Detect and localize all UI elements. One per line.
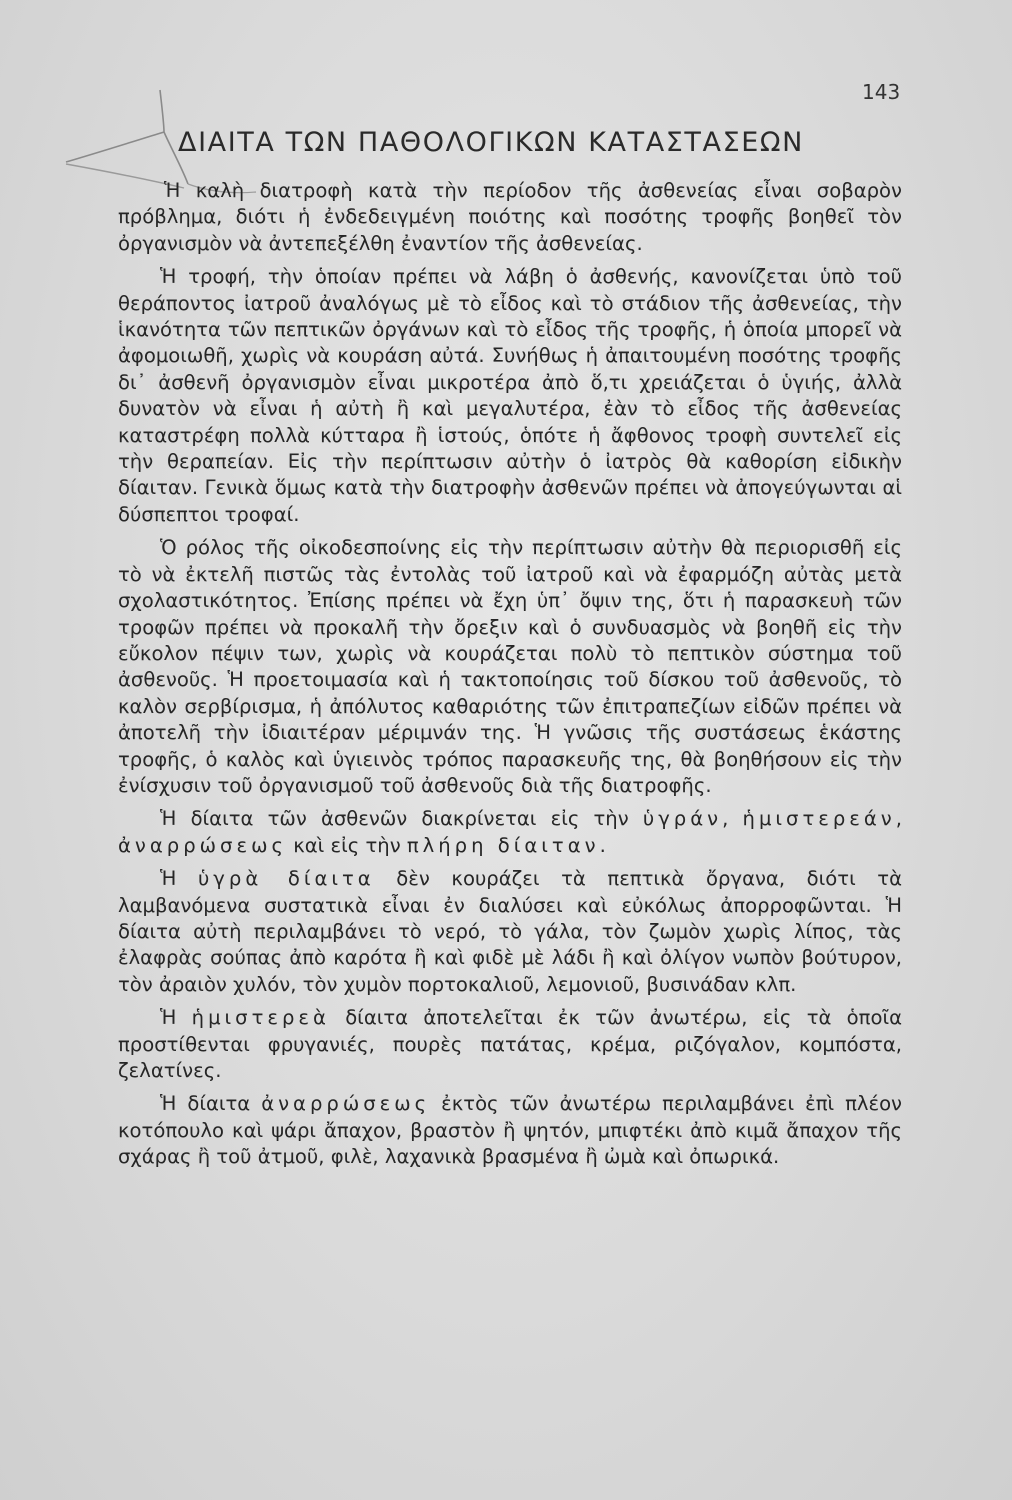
text-run: Ἡ [160,867,198,891]
paragraph-semisolid-diet [118,1005,902,1084]
chapter-title: ΔΙΑΙΤΑ ΤΩΝ ΠΑΘΟΛΟΓΙΚΩΝ ΚΑΤΑΣΤΑΣΕΩΝ [178,127,804,158]
term-semisolid: ἡμιστερεάν [742,807,896,831]
text-run: , [895,807,902,831]
text-run: δὲν κουράζει τὰ πεπτικὰ ὄργανα, διότι τὰ λαμβανόμενα συστατικὰ εἶναι ἐν διαλύσει καὶ εὐκόλως ἀπορροφῶνται. Ἡ δίαιτα αὐτὴ περιλαμβάνει τὸ νερό, τὸ γάλα, τὸν ζωμὸν χωρὶς λίπος, τὰς ἐλαφρὰς σούπας ἀπὸ καρότα ἢ καὶ φιδὲ μὲ λάδι ἢ καὶ ὀλίγον νωπὸν βούτυρον, τὸν ἀραιὸν χυλόν, τὸν χυμὸν πορτοκαλιοῦ, λεμονιοῦ, βυσινάδαν κλπ. [118,867,902,996]
text-run: καὶ εἰς τὴν [286,833,407,857]
body-text [118,178,902,1178]
text-run: δίαιτα ἀποτελεῖται ἐκ τῶν ἀνωτέρω, εἰς τὰ ὁποῖα προστίθενται φρυγανιές, πουρὲς πατάτας, κρέμα, ριζόγαλον, κομπόστα, ζελατίνες. [118,1006,903,1082]
paragraph-liquid-diet [118,866,902,998]
text-run: Ἡ [160,1006,192,1030]
text-run: Ἡ δίαιτα [160,1092,262,1116]
paragraph-housewife-role: Ὁ ρόλος τῆς οἰκοδεσποίνης εἰς τὴν περίπτωσιν αὐτὴν θὰ περιορισθῆ εἰς τὸ νὰ ἐκτελῆ πιστῶς τὰς ἐντολὰς τοῦ ἰατροῦ καὶ νὰ ἐφαρμόζη αὐτὰς μετὰ σχολαστικότητος. Ἐπίσης πρέπει νὰ ἔχη ὑπ᾽ ὄψιν της, ὅτι ἡ παρασκευὴ τῶν τροφῶν πρέπει νὰ προκαλῆ τὴν ὄρεξιν καὶ ὁ συνδυασμὸς νὰ βοηθῆ εἰς τὴν εὔκολον πέψιν των, χωρὶς νὰ κουράζεται πολὺ τὸ πεπτικὸν σύστημα τοῦ ἀσθενοῦς. Ἡ προετοιμασία καὶ ἡ τακτοποίησις τοῦ δίσκου τοῦ ἀσθενοῦς, τὸ καλὸν σερβίρισμα, ἡ ἀπόλυτος καθαριότης τῶν ἐπιτραπεζίων εἰδῶν πρέπει νὰ ἀποτελῆ τὴν ἰδιαιτέραν μέριμνάν της. Ἡ γνῶσις τῆς συστάσεως ἑκάστης τροφῆς, ὁ καλὸς καὶ ὑγιεινὸς τρόπος παρασκευῆς της, θὰ βοηθήσουν εἰς τὴν ἐνίσχυσιν τοῦ ὀργανισμοῦ τοῦ ἀσθενοῦς διὰ τῆς διατροφῆς. [118,536,902,797]
page-number: 143 [862,80,901,104]
paragraph-diet-types [118,806,902,859]
paragraph-convalescence-diet [118,1091,902,1170]
term-convalescence: ἀναρρώσεως [118,833,287,857]
term-full-diet: πλήρη δίαιταν [406,833,600,857]
text-run: . [599,833,606,857]
term-semisolid-diet: ἡμιστερεὰ [191,1006,330,1030]
paragraph-intro: Ἡ καλὴ διατροφὴ κατὰ τὴν περίοδον τῆς ἀσθενείας εἶναι σοβαρὸν πρόβλημα, διότι ἡ ἐνδεδειγμένη ποιότης καὶ ποσότης τροφῆς βοηθεῖ τὸν ὀργανισμὸν νὰ ἀντεπεξέλθη ἐναντίον τῆς ἀσθενείας. [118,179,902,255]
term-convalescence-diet: ἀναρρώσεως [261,1092,431,1116]
text-run: Ἡ δίαιτα τῶν ἀσθενῶν διακρίνεται εἰς τὴν [160,807,643,831]
term-liquid-diet: ὑγρὰ δίαιτα [197,867,375,891]
text-run: ἐκτὸς τῶν ἀνωτέρω περιλαμβάνει ἐπὶ πλέον κοτόπουλο καὶ ψάρι ἄπαχον, βραστὸν ἢ ψητόν, μπιφτέκι ἀπὸ κιμᾶ ἄπαχον τῆς σχάρας ἢ τοῦ ἀτμοῦ, φιλὲ, λαχανικὰ βρασμένα ἢ ὠμὰ καὶ ὀπωρικά. [118,1092,902,1169]
paragraph-food-regulation: Ἡ τροφή, τὴν ὁποίαν πρέπει νὰ λάβη ὁ ἀσθενής, κανονίζεται ὑπὸ τοῦ θεράποντος ἰατροῦ ἀναλόγως μὲ τὸ εἶδος καὶ τὸ στάδιον τῆς ἀσθενείας, τὴν ἱκανότητα τῶν πεπτικῶν ὀργάνων καὶ τὸ εἶδος τῆς τροφῆς, ἡ ὁποία μπορεῖ νὰ ἀφομοιωθῆ, χωρὶς νὰ κουράση αὐτά. Συνήθως ἡ ἀπαιτουμένη ποσότης τροφῆς δι᾽ ἀσθενῆ ὀργανισμὸν εἶναι μικροτέρα ἀπὸ ὅ,τι χρειάζεται ὁ ὑγιής, ἀλλὰ δυνατὸν νὰ εἶναι ἡ αὐτὴ ἢ καὶ μεγαλυτέρα, ἐὰν τὸ εἶδος τῆς ἀσθενείας καταστρέφη πολλὰ κύτταρα ἢ ἱστούς, ὁπότε ἡ ἄφθονος τροφὴ συντελεῖ εἰς τὴν θεραπείαν. Εἰς τὴν περίπτωσιν αὐτὴν ὁ ἰατρὸς θὰ καθορίση εἰδικὴν δίαιταν. Γενικὰ ὅμως κατὰ τὴν διατροφὴν ἀσθενῶν πρέπει νὰ ἀπογεύγωνται αἱ δύσπεπτοι τροφαί. [118,265,902,526]
text-run: , [722,807,743,831]
term-liquid: ὑγράν [642,807,723,831]
